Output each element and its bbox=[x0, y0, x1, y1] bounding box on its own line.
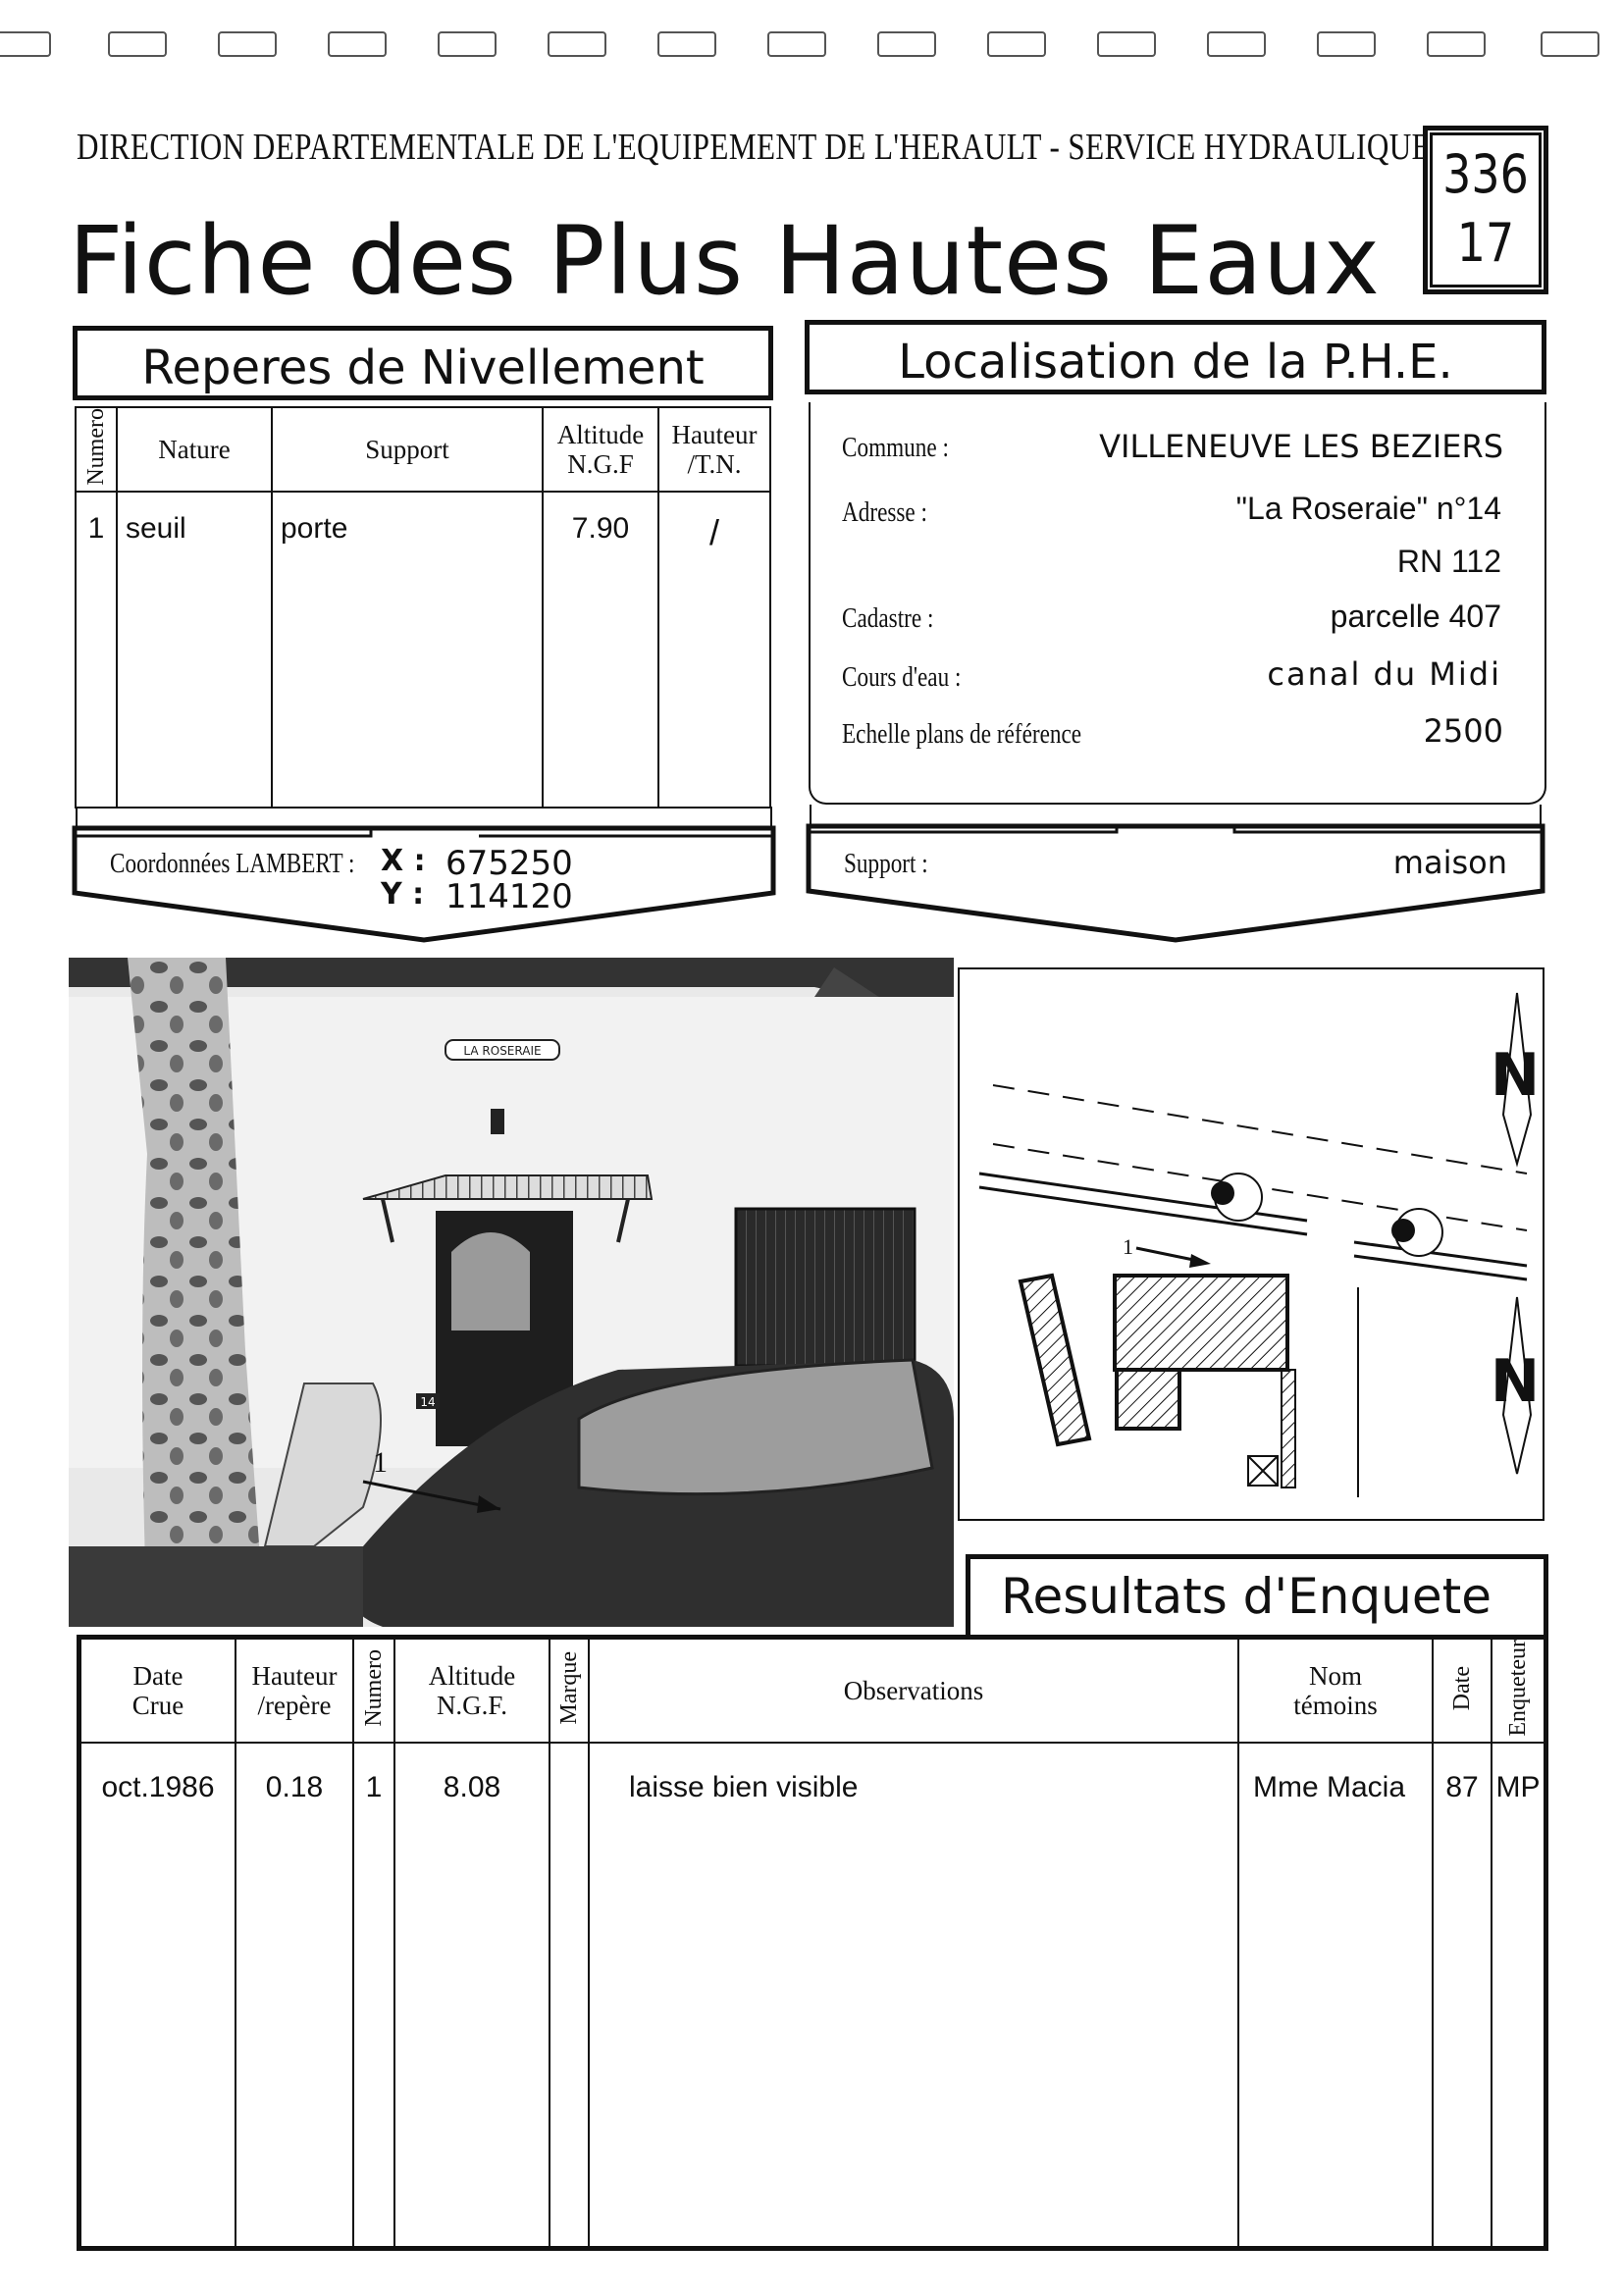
col-support: Support bbox=[272, 407, 543, 492]
binder-holes bbox=[0, 31, 1623, 61]
adresse-label: Adresse : bbox=[842, 496, 927, 528]
x-value: 675250 bbox=[445, 844, 573, 883]
col-date-enquete: Date bbox=[1433, 1638, 1492, 1743]
col-nature: Nature bbox=[117, 407, 272, 492]
row-support: porte bbox=[272, 492, 543, 808]
cadastre-value: parcelle 407 bbox=[1330, 599, 1501, 634]
row-observations: laisse bien visible bbox=[589, 1743, 1238, 2249]
map-marker: 1 bbox=[1123, 1234, 1133, 1259]
lambert-label: Coordonnées LAMBERT : bbox=[110, 848, 355, 879]
row-marque bbox=[550, 1743, 589, 2249]
adresse-line-1: "La Roseraie" n°14 bbox=[1235, 491, 1501, 526]
photo-house-number: 14 bbox=[420, 1395, 436, 1409]
col-hauteur-repere: Hauteur /repère bbox=[236, 1638, 353, 1743]
resultats-table bbox=[77, 1635, 1548, 2251]
y-label: Y : bbox=[381, 877, 425, 912]
cours-value: canal du Midi bbox=[1267, 655, 1501, 693]
row-altitude: 7.90 bbox=[543, 492, 658, 808]
col-enqueteur: Enqueteur bbox=[1492, 1638, 1546, 1743]
col-hauteur: Hauteur /T.N. bbox=[658, 407, 770, 492]
adresse-line-2: RN 112 bbox=[1396, 544, 1501, 579]
commune-value: VILLENEUVE LES BEZIERS bbox=[1099, 428, 1503, 465]
row-date-crue: oct.1986 bbox=[79, 1743, 236, 2249]
row-numero: 1 bbox=[76, 492, 117, 808]
localisation-title: Localisation de la P.H.E. bbox=[805, 320, 1546, 394]
cours-label: Cours d'eau : bbox=[842, 661, 962, 693]
col-observations: Observations bbox=[589, 1638, 1238, 1743]
row-hauteur: 0.18 bbox=[236, 1743, 353, 2249]
col-altitude: Altitude N.G.F. bbox=[394, 1638, 550, 1743]
row-altitude: 8.08 bbox=[394, 1743, 550, 2249]
site-photo bbox=[69, 958, 954, 1627]
photo-sign: LA ROSERAIE bbox=[463, 1044, 542, 1058]
row-hauteur: / bbox=[658, 492, 770, 808]
support-label: Support : bbox=[844, 848, 928, 879]
y-value: 114120 bbox=[445, 877, 573, 916]
resultats-title: Resultats d'Enquete bbox=[1001, 1568, 1492, 1625]
organization-line: DIRECTION DEPARTEMENTALE DE L'EQUIPEMENT DE L'HERAULT - SERVICE HYDRAULIQUE bbox=[77, 127, 1432, 168]
cadastre-label: Cadastre : bbox=[842, 602, 934, 634]
row-numero: 1 bbox=[353, 1743, 394, 2249]
echelle-label: Echelle plans de référence bbox=[842, 718, 1082, 750]
table-row bbox=[79, 1743, 1546, 2249]
echelle-value: 2500 bbox=[1423, 712, 1503, 750]
svg-text:N: N bbox=[1490, 1041, 1541, 1110]
support-value: maison bbox=[1392, 844, 1507, 881]
col-altitude: Altitude N.G.F bbox=[543, 407, 658, 492]
fiche-number: 336 bbox=[1442, 143, 1529, 205]
row-nature: seuil bbox=[117, 492, 272, 808]
col-numero: Numero bbox=[76, 407, 117, 492]
commune-label: Commune : bbox=[842, 432, 949, 463]
photo-marker: 1 bbox=[373, 1446, 388, 1479]
svg-text:N: N bbox=[1490, 1347, 1541, 1416]
site-map bbox=[958, 967, 1544, 1521]
row-nom-temoins: Mme Macia bbox=[1238, 1743, 1433, 2249]
x-label: X : bbox=[381, 844, 426, 878]
col-date-crue: Date Crue bbox=[79, 1638, 236, 1743]
col-nom-temoins: Nom témoins bbox=[1238, 1638, 1433, 1743]
reperes-title: Reperes de Nivellement bbox=[73, 326, 773, 400]
table-row bbox=[76, 492, 770, 808]
col-numero: Numero bbox=[353, 1638, 394, 1743]
fiche-number-box bbox=[1423, 126, 1548, 294]
reperes-table bbox=[75, 406, 771, 809]
row-date-enquete: 87 bbox=[1433, 1743, 1492, 2249]
row-enqueteur: MP bbox=[1492, 1743, 1546, 2249]
col-marque: Marque bbox=[550, 1638, 589, 1743]
fiche-sub-number: 17 bbox=[1456, 212, 1515, 274]
page-title: Fiche des Plus Hautes Eaux bbox=[69, 206, 1381, 316]
